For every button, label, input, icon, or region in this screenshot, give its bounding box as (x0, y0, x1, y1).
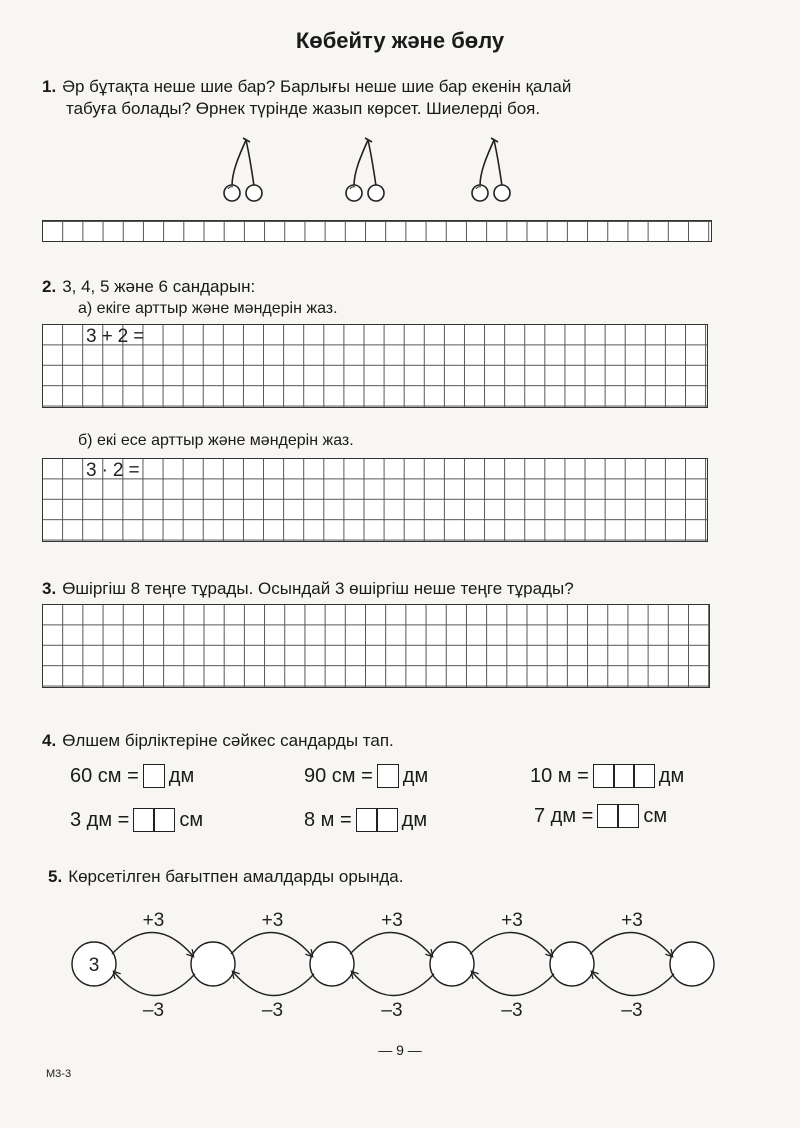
cherries-illustration (210, 134, 530, 214)
back-label: –3 (621, 1000, 643, 1021)
back-label: –3 (501, 1000, 523, 1021)
forward-arrow (112, 932, 193, 956)
task-5-text: Көрсетілген бағытпен амалдарды орында. (68, 867, 404, 886)
conversion-unit: дм (168, 764, 195, 787)
conversion-60cm (70, 764, 194, 788)
start-value: 3 (88, 955, 100, 976)
answer-box[interactable] (597, 804, 639, 828)
conversion-left: 3 дм = (70, 808, 130, 831)
conversion-90cm (304, 764, 428, 788)
back-label: –3 (142, 1000, 165, 1021)
conversion-unit: дм (402, 764, 429, 787)
task-4-number: 4. (42, 731, 57, 750)
answer-box[interactable] (356, 808, 398, 832)
answer-circle[interactable] (430, 942, 474, 986)
conversion-left: 7 дм = (534, 804, 594, 827)
task-2a-example: 3+2= (86, 326, 150, 347)
answer-grid-task-3[interactable] (42, 604, 710, 688)
answer-grid-task-1[interactable] (42, 220, 712, 242)
task-1-number: 1. (42, 77, 57, 96)
answer-box[interactable] (143, 764, 165, 788)
task-2b-text: б) екі есе арттыр және мәндерін жаз. (78, 432, 354, 449)
forward-label: +3 (501, 910, 523, 931)
task-2b-example: 3·2= (86, 460, 145, 481)
conversion-left: 60 см = (70, 764, 139, 787)
page-number: — 9 — (378, 1042, 422, 1058)
task-5-question (48, 866, 403, 888)
back-arrow (592, 972, 674, 996)
forward-arrow (470, 932, 552, 956)
answer-circle[interactable] (550, 942, 594, 986)
conversion-left: 8 м = (304, 808, 352, 831)
task-5-number: 5. (48, 867, 63, 886)
task-3-question (42, 578, 574, 600)
answer-box[interactable] (133, 808, 175, 832)
task-3-number: 3. (42, 579, 57, 598)
task-1-line-2: табуға болады? Өрнек түрінде жазып көрсет. Шиелерді боя. (66, 99, 541, 118)
task-2a-text: а) екіге арттыр және мәндерін жаз. (78, 300, 338, 317)
back-arrow (114, 972, 195, 996)
task-4-text: Өлшем бірліктеріне сәйкес сандарды тап. (62, 731, 394, 750)
back-arrow (233, 972, 314, 996)
conversion-left: 90 см = (304, 764, 373, 787)
conversion-3dm (70, 808, 203, 832)
forward-label: +3 (142, 910, 165, 931)
cherry-icon (472, 138, 510, 201)
answer-circle[interactable] (310, 942, 354, 986)
conversion-unit: дм (658, 764, 685, 787)
forward-label: +3 (621, 910, 643, 931)
forward-label: +3 (261, 910, 284, 931)
task-3-text: Өшіргіш 8 теңге тұрады. Осындай 3 өшіргіш неше теңге тұрады? (62, 579, 574, 598)
answer-circle[interactable] (670, 942, 714, 986)
answer-circle[interactable] (191, 942, 235, 986)
forward-arrow (350, 932, 432, 956)
cherry-icon (224, 138, 262, 201)
task-2-text: 3, 4, 5 және 6 сандарын: (62, 277, 256, 296)
back-arrow (352, 972, 434, 996)
forward-label: +3 (381, 910, 403, 931)
back-arrow (472, 972, 554, 996)
conversion-unit: см (643, 804, 668, 827)
conversion-left: 10 м = (530, 764, 589, 787)
task-1-line-1: Әр бұтақта неше шие бар? Барлығы неше шие бар екенін қалай (62, 77, 572, 96)
task-4-question (42, 730, 394, 752)
task-1-question (42, 76, 571, 98)
task-2-number: 2. (42, 277, 57, 296)
conversion-unit: см (179, 808, 204, 831)
forward-arrow (231, 932, 312, 956)
operation-chain (0, 900, 800, 1030)
answer-box[interactable] (377, 764, 399, 788)
conversion-8m (304, 808, 427, 832)
conversion-10m (530, 764, 684, 788)
forward-arrow (590, 932, 672, 956)
book-code: М3-3 (46, 1068, 72, 1080)
back-label: –3 (261, 1000, 284, 1021)
task-2-question (42, 276, 255, 298)
back-label: –3 (381, 1000, 403, 1021)
conversion-unit: дм (401, 808, 428, 831)
page-title: Көбейту және бөлу (295, 28, 505, 53)
conversion-7dm (534, 804, 667, 828)
answer-box[interactable] (593, 764, 655, 788)
cherry-icon (346, 138, 384, 201)
